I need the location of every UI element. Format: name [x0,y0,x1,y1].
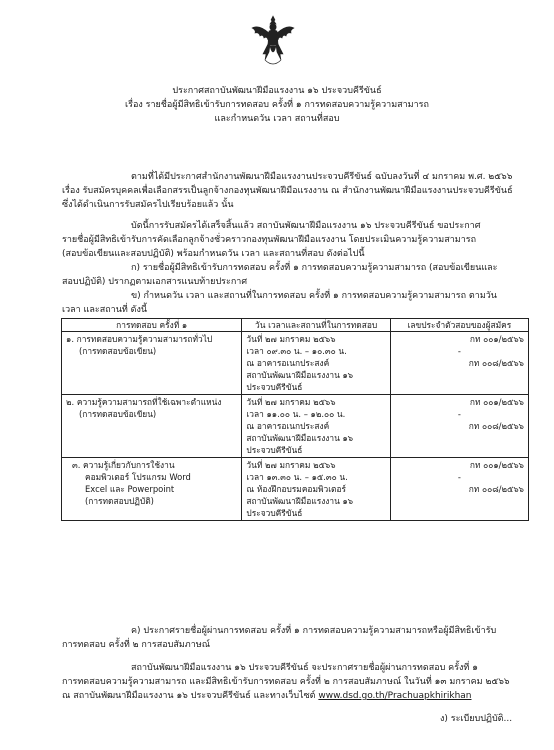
test-institute: สถาบันพัฒนาฝีมือแรงงาน ๑๖ [246,496,354,506]
test-date: วันที่ ๒๗ มกราคม ๒๕๖๖ [246,460,336,470]
test-date: วันที่ ๒๗ มกราคม ๒๕๖๖ [246,334,336,344]
test-time: เวลา ๐๙.๓๐ น. – ๑๐.๓๐ น. [246,346,347,356]
test-name: ๒. ความรู้ความสามารถที่ใช้เฉพาะตำแหน่ง [66,397,222,407]
test-venue: ณ อาคารอเนกประสงค์ [246,421,330,431]
paragraph1-line2: เรื่อง รับสมัครบุคคลเพื่อเลือกสรรเป็นลูกจ้างกองทุนพัฒนาฝีมือแรงงาน ณ สำนักงานพัฒนาฝีมือแรงงานประจวบคีรีขันธ์ [62,186,513,196]
paragraph3-text: ณ สถาบันพัฒนาฝีมือแรงงาน ๑๖ ประจวบคีรีขันธ์ และทางเว็บไซต์ [62,691,319,701]
test-time: เวลา ๑๓.๓๐ น. – ๑๕.๓๐ น. [246,472,348,482]
candidate-id-to: กท ๐๐๘/๒๕๖๖ [468,484,524,494]
announcement-subject-line1: เรื่อง รายชื่อผู้มีสิทธิเข้ารับการทดสอบ ครั้งที่ ๑ การทดสอบความรู้ความสามารถ [125,100,429,110]
item-a-line1: ก) รายชื่อผู้มีสิทธิเข้ารับการทดสอบ ครั้งที่ ๑ การทดสอบความรู้ความสามารถ (สอบข้อเขียนและ [131,263,498,273]
test-institute: สถาบันพัฒนาฝีมือแรงงาน ๑๖ [246,370,354,380]
candidate-id-separator: - [457,409,461,419]
test-province: ประจวบคีรีขันธ์ [246,382,303,392]
announcement-subject-line2: และกำหนดวัน เวลา สถานที่สอบ [214,114,340,124]
test-venue: ณ ห้องฝึกอบรมคอมพิวเตอร์ [246,484,347,494]
paragraph2-line3: (สอบข้อเขียนและสอบปฏิบัติ) พร้อมกำหนดวัน เวลา และสถานที่สอบ ดังต่อไปนี้ [62,249,365,259]
candidate-id-to: กท ๐๐๘/๒๕๖๖ [468,421,524,431]
exam-schedule-table [61,318,529,521]
test-name-cont-2: Excel และ Powerpoint [85,484,175,494]
test-name-cont-1: คอมพิวเตอร์ โปรแกรม Word [85,472,191,482]
table-row [62,395,529,458]
candidate-id-cell [390,458,528,521]
table-row [62,332,529,395]
test-name: ๑. การทดสอบความรู้ความสามารถทั่วไป [66,334,213,344]
item-b-line1: ข) กำหนดวัน เวลา และสถานที่ในการทดสอบ ครั้งที่ ๑ การทดสอบความรู้ความสามารถ ตามวัน [131,291,497,301]
test-province: ประจวบคีรีขันธ์ [246,445,303,455]
candidate-id-from: กท ๐๐๑/๒๕๖๖ [469,460,524,470]
table-row [62,458,529,521]
paragraph3-line3 [62,691,472,702]
test-name: ๓. ความรู้เกี่ยวกับการใช้งาน [72,460,175,470]
test-cell [62,395,242,458]
paragraph2-line1: บัดนี้การรับสมัครได้เสร็จสิ้นแล้ว สถาบันพัฒนาฝีมือแรงงาน ๑๖ ประจวบคีรีขันธ์ ขอประกาศ [131,221,481,231]
test-institute: สถาบันพัฒนาฝีมือแรงงาน ๑๖ [246,433,354,443]
paragraph1-line1: ตามที่ได้มีประกาศสำนักงานพัฒนาฝีมือแรงงานประจวบคีรีขันธ์ ฉบับลงวันที่ ๔ มกราคม พ.ศ. ๒๕๖๖ [131,172,513,182]
candidate-id-cell [390,395,528,458]
candidate-id-separator: - [457,346,461,356]
test-type: (การทดสอบปฏิบัติ) [85,496,154,506]
test-province: ประจวบคีรีขันธ์ [246,508,303,518]
item-b-line2: เวลา และสถานที่ ดังนี้ [62,305,148,315]
candidate-id-from: กท ๐๐๑/๒๕๖๖ [469,397,524,407]
continuation-marker: ง) ระเบียบปฏิบัติ... [440,714,513,724]
item-a-line2: สอบปฏิบัติ) ปรากฏตามเอกสารแนบท้ายประกาศ [62,277,248,287]
test-type: (การทดสอบข้อเขียน) [79,409,157,419]
candidate-id-separator: - [457,472,461,482]
table-header-row [62,319,529,332]
datetime-cell [242,458,390,521]
test-cell [62,332,242,395]
test-cell [62,458,242,521]
item-c-line1: ค) ประกาศรายชื่อผู้ผ่านการทดสอบ ครั้งที่ ๑ การทดสอบความรู้ความสามารถหรือผู้มีสิทธิเข้ารับ [131,626,497,636]
column-header-candidate-id: เลขประจำตัวสอบของผู้สมัคร [390,319,528,332]
test-time: เวลา ๑๑.๐๐ น. – ๑๒.๐๐ น. [246,409,346,419]
datetime-cell [242,332,390,395]
candidate-id-to: กท ๐๐๘/๒๕๖๖ [468,358,524,368]
paragraph3-line2: การทดสอบความรู้ความสามารถ และมีสิทธิเข้ารับการทดสอบ ครั้งที่ ๒ การสอบสัมภาษณ์ ในวันที่ ๑๓ มกราคม ๒๕๖๖ [62,677,510,687]
website-link[interactable]: www.dsd.go.th/Prachuapkhirikhan [318,691,472,701]
garuda-emblem-icon [249,14,297,70]
test-type: (การทดสอบข้อเขียน) [79,346,157,356]
paragraph2-line2: รายชื่อผู้มีสิทธิเข้ารับการคัดเลือกลูกจ้างชั่วคราวกองทุนพัฒนาฝีมือแรงงาน โดยประเมินความรู้ความสามารถ [62,235,477,245]
column-header-datetime: วัน เวลาและสถานที่ในการทดสอบ [242,319,390,332]
announcement-title: ประกาศสถาบันพัฒนาฝีมือแรงงาน ๑๖ ประจวบคีรีขันธ์ [172,86,382,96]
candidate-id-cell [390,332,528,395]
test-venue: ณ อาคารอเนกประสงค์ [246,358,330,368]
item-c-line2: การทดสอบ ครั้งที่ ๒ การสอบสัมภาษณ์ [62,640,211,650]
paragraph1-line3: ซึ่งได้ดำเนินการรับสมัครไปเรียบร้อยแล้ว นั้น [62,200,234,210]
candidate-id-from: กท ๐๐๑/๒๕๖๖ [469,334,524,344]
test-date: วันที่ ๒๗ มกราคม ๒๕๖๖ [246,397,336,407]
datetime-cell [242,395,390,458]
column-header-test: การทดสอบ ครั้งที่ ๑ [62,319,242,332]
paragraph3-line1: สถาบันพัฒนาฝีมือแรงงาน ๑๖ ประจวบคีรีขันธ์ จะประกาศรายชื่อผู้ผ่านการทดสอบ ครั้งที่ ๑ [131,663,478,673]
